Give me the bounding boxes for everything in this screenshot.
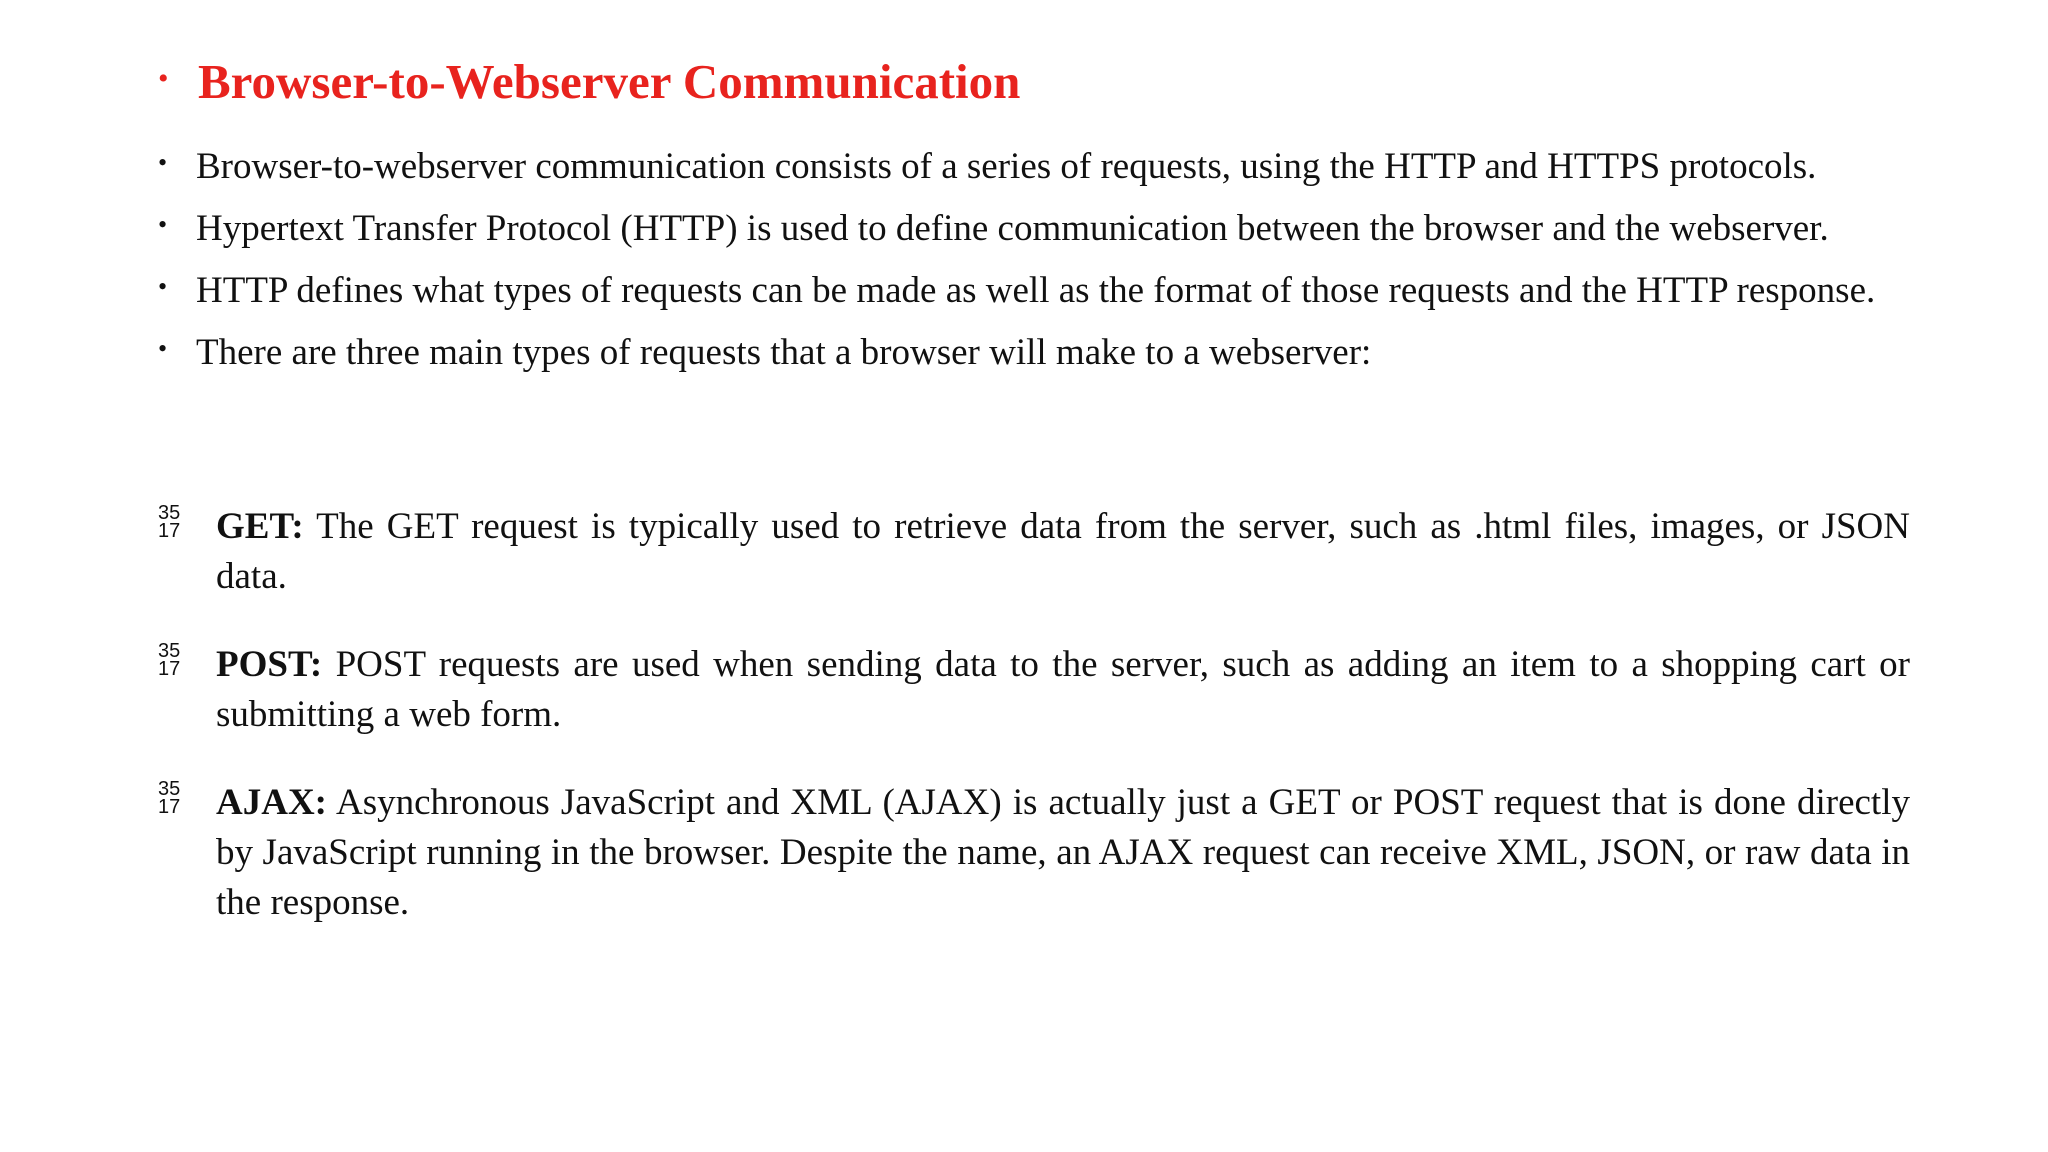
- bullet-item: [158, 208, 1918, 250]
- bullet-text: Browser-to-webserver communication consists of a series of requests, using the HTTP and HTTPS protocols.: [196, 146, 1817, 187]
- marker-bottom: 17: [158, 520, 181, 542]
- request-types-list: [158, 502, 1910, 966]
- request-type-text: [216, 778, 1910, 928]
- request-type-term: AJAX:: [216, 782, 327, 823]
- marker-top: 35: [158, 778, 181, 800]
- marker-top: 35: [158, 502, 181, 524]
- bullet-icon: •: [158, 334, 168, 363]
- request-type-description: Asynchronous JavaScript and XML (AJAX) is actually just a GET or POST request that is done directly by JavaScript running in the browser. Despite the name, an AJAX request can receive XML, JSON, or raw data in the response.: [216, 782, 1910, 923]
- request-type-term: POST:: [216, 644, 323, 685]
- request-type-post: [158, 640, 1910, 740]
- list-marker: [158, 640, 216, 740]
- marker-bottom: 17: [158, 658, 181, 680]
- request-type-description: POST requests are used when sending data to the server, such as adding an item to a shopping cart or submitting a web form.: [216, 644, 1910, 735]
- marker-bottom: 17: [158, 796, 181, 818]
- bullet-icon: •: [158, 210, 168, 239]
- marker-top: 35: [158, 640, 181, 662]
- slide-title: Browser-to-Webserver Communication: [198, 54, 1021, 109]
- bullet-icon: •: [158, 272, 168, 301]
- request-type-description: The GET request is typically used to retrieve data from the server, such as .html files, images, or JSON data.: [216, 506, 1910, 597]
- bullet-icon: •: [158, 62, 169, 95]
- list-marker: [158, 778, 216, 928]
- bullet-list: [158, 146, 1918, 394]
- bullet-item: [158, 270, 1918, 312]
- request-type-text: [216, 502, 1910, 602]
- list-marker: [158, 502, 216, 602]
- request-type-ajax: [158, 778, 1910, 928]
- bullet-text: Hypertext Transfer Protocol (HTTP) is used to define communication between the browser and the webserver.: [196, 208, 1829, 249]
- title-row: [158, 52, 1020, 112]
- bullet-text: There are three main types of requests that a browser will make to a webserver:: [196, 332, 1372, 373]
- bullet-item: [158, 332, 1918, 374]
- request-type-get: [158, 502, 1910, 602]
- request-type-text: [216, 640, 1910, 740]
- bullet-item: [158, 146, 1918, 188]
- bullet-text: HTTP defines what types of requests can be made as well as the format of those requests and the HTTP response.: [196, 270, 1876, 311]
- request-type-term: GET:: [216, 506, 304, 547]
- bullet-icon: •: [158, 148, 168, 177]
